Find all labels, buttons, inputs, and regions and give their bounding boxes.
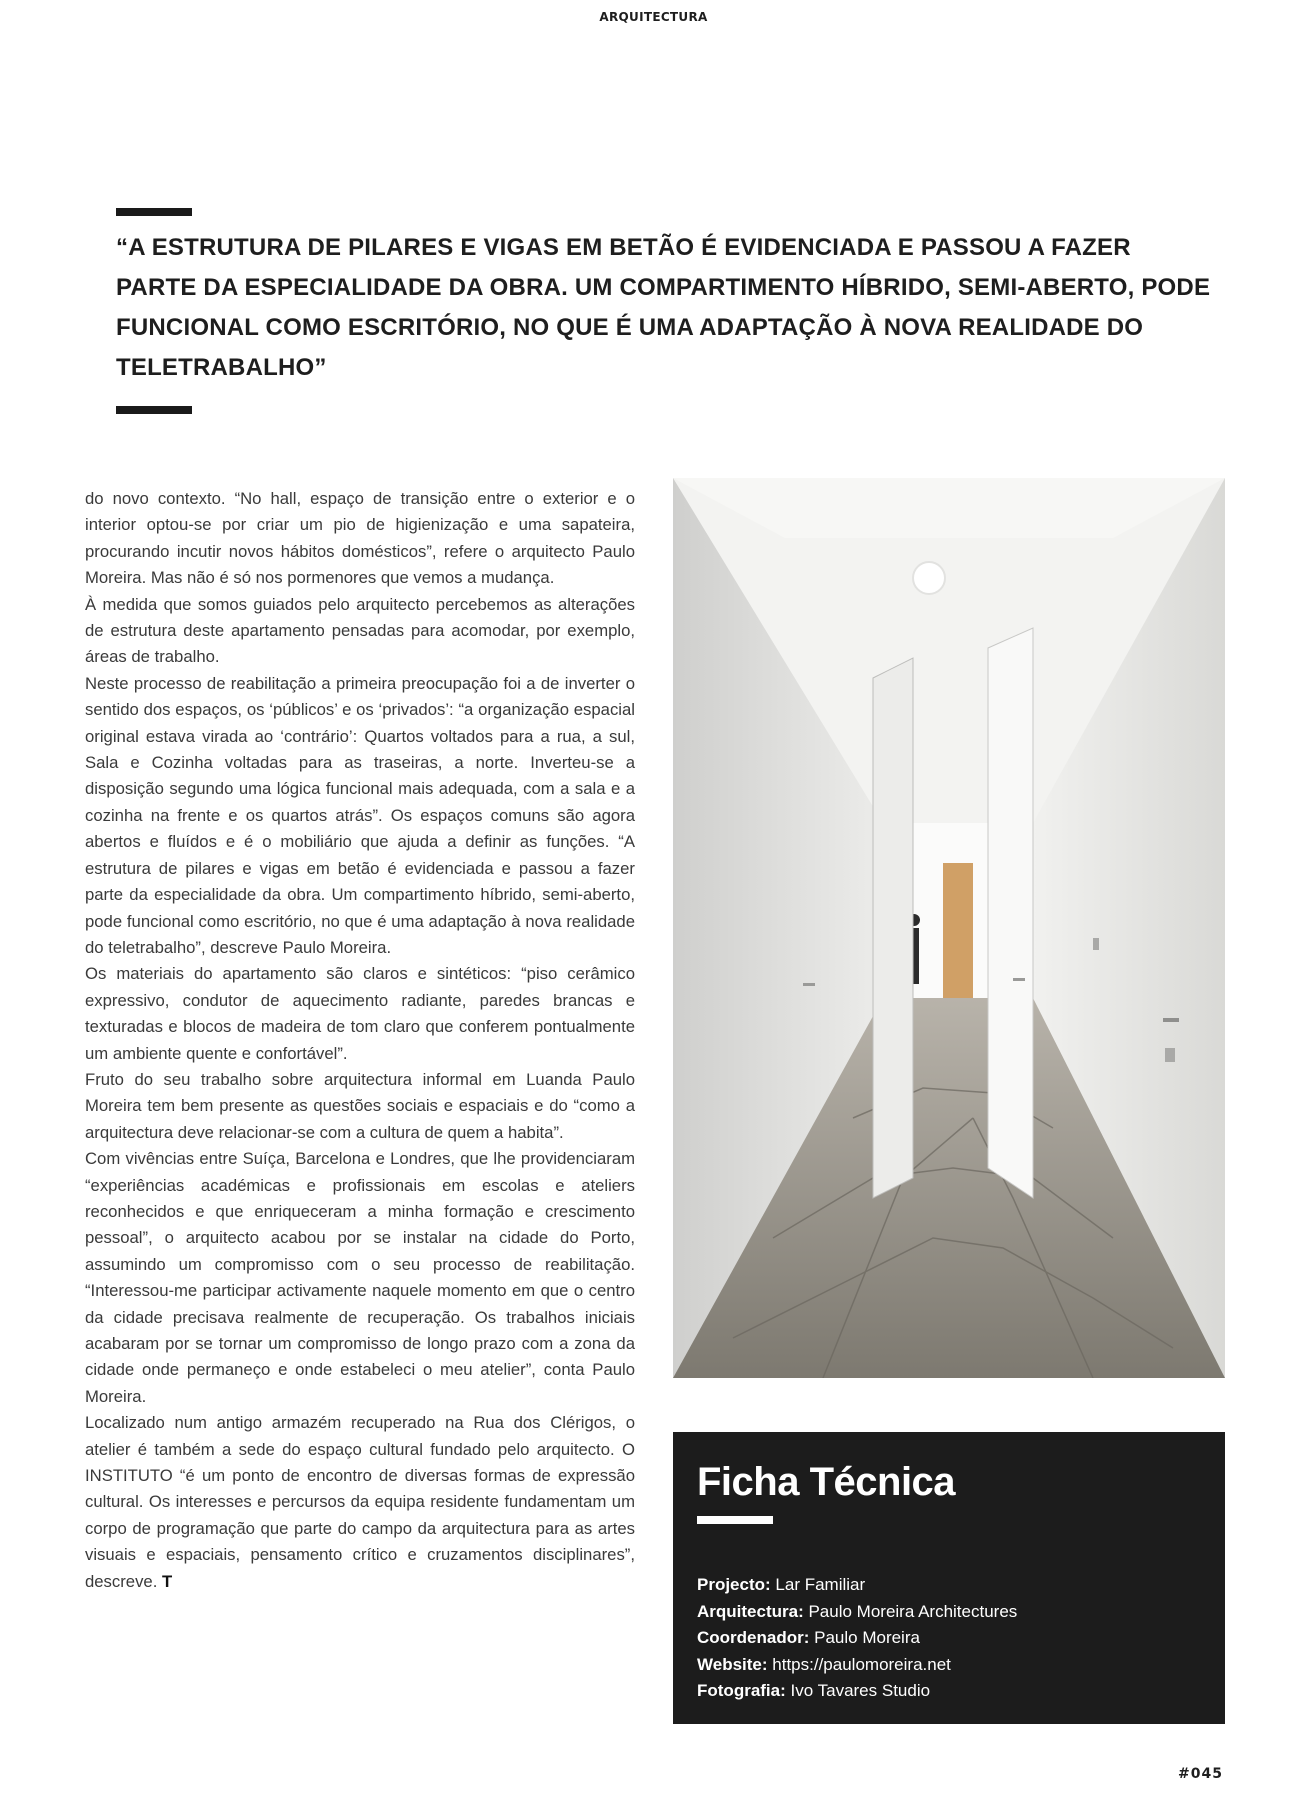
- ficha-title: Ficha Técnica: [697, 1460, 956, 1504]
- ficha-value: Paulo Moreira: [814, 1628, 920, 1647]
- ficha-item-coordenador: [697, 1625, 1201, 1652]
- page-number: #045: [1178, 1766, 1223, 1782]
- ficha-value: https://paulomoreira.net: [772, 1654, 951, 1674]
- ceiling-light: [913, 562, 945, 594]
- ficha-item-website: [697, 1652, 1201, 1679]
- article-paragraph: Com vivências entre Suíça, Barcelona e Londres, que lhe providenciaram “experiências académicas e profissionais em escolas e ateliers reconhecidos e que enriqueceram a minha formação e crescimento pessoal”, o arquitecto acabou por se instalar na cidade do Porto, assumindo um compromisso com o seu processo de reabilitação. “Interessou-me participar activamente naquele momento em que o centro da cidade precisava realmente de recuperação. Os trabalhos iniciais acabaram por se tornar um compromisso de longo prazo com a zona da cidade onde permaneço e onde estabeleci o meu atelier”, conta Paulo Moreira.: [85, 1149, 635, 1406]
- wood-block: [943, 863, 973, 1018]
- pull-quote: “A ESTRUTURA DE PILARES E VIGAS EM BETÃO É EVIDENCIADA E PASSOU A FAZER PARTE DA ESPECIALIDADE DA OBRA. UM COMPARTIMENTO HÍBRIDO, SEMI-ABERTO, PODE FUNCIONAL COMO ESCRITÓRIO, NO QUE É UMA ADAPTAÇÃO À NOVA REALIDADE DO TELETRABALHO”: [116, 234, 1211, 381]
- ficha-item-arquitectura: [697, 1599, 1201, 1626]
- ficha-list: [697, 1572, 1201, 1705]
- quote-bar-top: [116, 208, 192, 216]
- ficha-tecnica-panel: [673, 1432, 1225, 1724]
- corridor-photo-illustration: [673, 478, 1225, 1378]
- ficha-item-projecto: [697, 1572, 1201, 1599]
- article-paragraph: À medida que somos guiados pelo arquitecto percebemos as alterações de estrutura deste apartamento pensadas para acomodar, por exemplo, áreas de trabalho.: [85, 594, 635, 667]
- article-paragraph-text: Localizado num antigo armazém recuperado na Rua dos Clérigos, o atelier é também a sede do espaço cultural fundado pelo arquitecto. O INSTITUTO “é um ponto de encontro de diversas formas de expressão cultural. Os interesses e percursos da equipa residente fundamentam um corpo de programação que parte do campo da arquitectura para as artes visuais e espaciais, pensamento crítico e cruzamentos disciplinares”, descreve.: [85, 1413, 635, 1591]
- ficha-underline: [697, 1516, 773, 1524]
- ficha-label: Arquitectura:: [697, 1601, 804, 1621]
- ficha-label: Coordenador:: [697, 1628, 810, 1647]
- ficha-label: Website:: [697, 1654, 768, 1674]
- open-door: [988, 628, 1033, 1198]
- ficha-value: Ivo Tavares Studio: [790, 1681, 931, 1700]
- ficha-item-fotografia: [697, 1678, 1201, 1705]
- article-paragraph: Fruto do seu trabalho sobre arquitectura informal em Luanda Paulo Moreira tem bem presente as questões sociais e espaciais e do “como a arquitectura deve relacionar-se com a cultura de quem a habita”.: [85, 1069, 635, 1142]
- ficha-label: Fotografia:: [697, 1681, 786, 1700]
- article-paragraph: Neste processo de reabilitação a primeira preocupação foi a de inverter o sentido dos espaços, os ‘públicos’ e os ‘privados’: “a organização espacial original estava virada ao ‘contrário’: Quartos voltados para a rua, a sul, Sala e Cozinha voltadas para as traseiras, a norte. Inverteu-se a disposição segundo uma lógica funcional mais adequada, com a sala e a cozinha na frente e os quartos atrás”. Os espaços comuns são agora abertos e fluídos e é o mobiliário que ajuda a definir as funções. “A estrutura de pilares e vigas em betão é evidenciada e passou a fazer parte da especialidade da obra. Um compartimento híbrido, semi-aberto, pode funcional como escritório, no que é uma adaptação à nova realidade do teletrabalho”, descreve Paulo Moreira.: [85, 673, 635, 957]
- corridor-photo: [673, 478, 1225, 1378]
- article-paragraph: do novo contexto. “No hall, espaço de transição entre o exterior e o interior optou-se por criar um pio de higienização e uma sapateira, procurando incutir novos hábitos domésticos”, refere o arquitecto Paulo Moreira. Mas não é só nos pormenores que vemos a mudança.: [85, 489, 635, 588]
- article-paragraph-last: [85, 1410, 635, 1595]
- section-label: ARQUITECTURA: [599, 10, 708, 24]
- article-paragraph: Os materiais do apartamento são claros e sintéticos: “piso cerâmico expressivo, condutor de aquecimento radiante, paredes brancas e texturadas e blocos de madeira de tom claro que conferem pontualmente um ambiente quente e confortável”.: [85, 964, 635, 1063]
- quote-bar-bottom: [116, 406, 192, 414]
- article-body: [85, 486, 635, 1595]
- left-door: [873, 658, 913, 1198]
- ficha-label: Projecto:: [697, 1575, 771, 1594]
- ficha-value: Paulo Moreira Architectures: [808, 1601, 1018, 1621]
- end-mark: T: [162, 1571, 173, 1591]
- ficha-value: Lar Familiar: [775, 1575, 866, 1594]
